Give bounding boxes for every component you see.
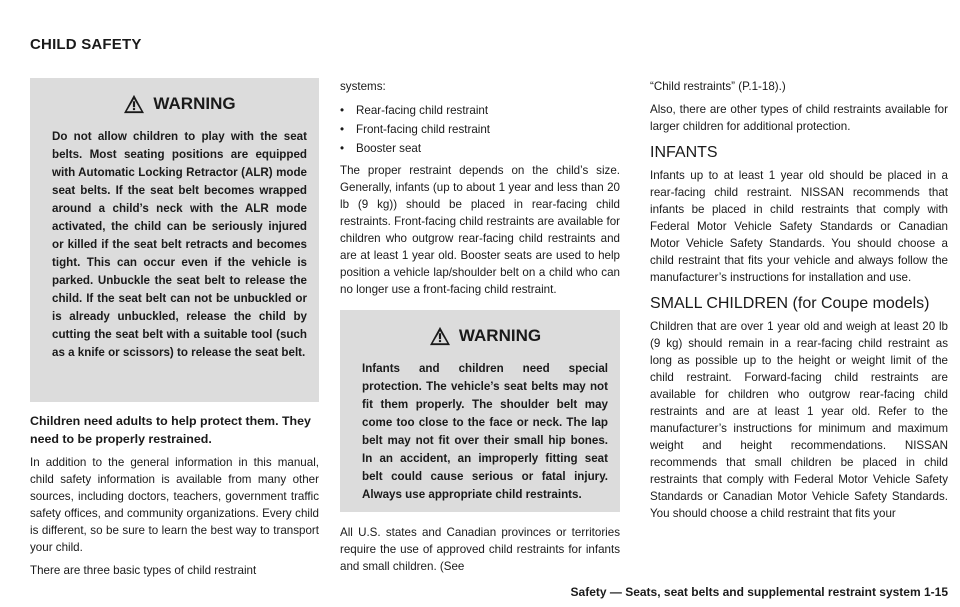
warning-title [52,94,307,114]
bullet: • [340,104,345,117]
list-item-text: Front-facing child restraint [356,123,491,136]
bullet: • [340,142,345,155]
warning-text: Infants and children need special protection. The vehicle’s seat belts may not fit them properly. The shoulder belt may come too close to the face or neck. The lap belt may not fit over their small hip bones. In an accident, an improperly fitting seat belt could cause serious or fatal injury. Always use appropriate child restraints. [362,362,608,501]
list-item [340,139,620,158]
warning-title [362,326,608,346]
list-item-text: Booster seat [356,142,422,155]
list-item-text: Rear-facing child restraint [356,104,489,117]
restraint-types-list [340,101,620,158]
column-1 [30,78,319,585]
list-item [340,101,620,120]
section-heading-small-children: SMALL CHILDREN (for Coupe models) [650,295,930,312]
list-item [340,120,620,139]
paragraph: Infants up to at least 1 year old should be placed in a rear-facing child restraint. NISSAN recommends that infants be placed in child restraints that comply with Federal Motor Vehicle Safety Standards or Canadian Motor Vehicle Safety Standards. You should choose a child restraint that fits your vehicle and always follow the manufacturer’s instructions for installation and use. [650,169,948,284]
paragraph: Also, there are other types of child restraints available for larger children for additional protection. [650,103,948,133]
warning-triangle-icon [429,326,451,346]
paragraph: Children that are over 1 year old and weigh at least 20 lb (9 kg) should remain in a rear-facing child restraint as long as possible up to the height or weight limit of the child restraint. Forward-facing child restraints are available for children who outgrow rear-facing child restraints and are at least 1 year old. Refer to the manufacturer’s instructions for minimum and maximum weight and height recommendations. NISSAN recommends that small children be placed in child restraints that comply with Federal Motor Vehicle Safety Standards or Canadian Motor Vehicle Safety Standards. You should choose a child restraint that fits your [650,320,948,520]
paragraph: All U.S. states and Canadian provinces or territories require the use of approved child restraints for infants and small children. (See [340,526,620,573]
warning-box [340,310,620,512]
warning-title-text: WARNING [458,326,542,345]
paragraph: In addition to the general information in this manual, child safety information is available from many other sources, including doctors, teachers, government traffic safety offices, and community organizations. Every child is different, so be sure to learn the best way to transport your child. [30,456,319,554]
warning-triangle-icon [123,94,145,114]
paragraph: There are three basic types of child restraint [30,564,257,577]
warning-text: Do not allow children to play with the seat belts. Most seating positions are equipped with Automatic Locking Retractor (ALR) mode seat belts. If the seat belt becomes wrapped around a child’s neck with the ALR mode activated, the child can be seriously injured or killed if the seat belt retracts and becomes tight. This can occur even if the vehicle is parked. Unbuckle the seat belt to release the child. If the seat belt can not be unbuckled or is already unbuckled, release the child by cutting the seat belt with a suitable tool (such as a knife or scissors) to release the seat belt. [52,130,307,359]
warning-title-text: WARNING [153,94,236,113]
page-footer: Safety — Seats, seat belts and supplemental restraint system 1-15 [567,585,948,599]
warning-box [30,78,319,402]
column-2 [340,78,620,581]
column-3 [650,78,948,528]
section-heading-infants: INFANTS [650,144,718,161]
paragraph: The proper restraint depends on the child’s size. Generally, infants (up to about 1 year and less than 20 lb (9 kg)) should be placed in rear-facing child restraints. Front-facing child restraints are available for children who outgrow rear-facing child restraints and are at least 1 year old. Booster seats are used to help position a vehicle lap/shoulder belt on a child who can no longer use a front-facing child restraint. [340,164,620,296]
paragraph: systems: [340,80,386,93]
lead-text: Children need adults to help protect them. They need to be properly restrained. [30,414,311,446]
paragraph: “Child restraints” (P.1-18).) [650,80,786,93]
page-title: CHILD SAFETY [30,36,142,53]
bullet: • [340,123,345,136]
